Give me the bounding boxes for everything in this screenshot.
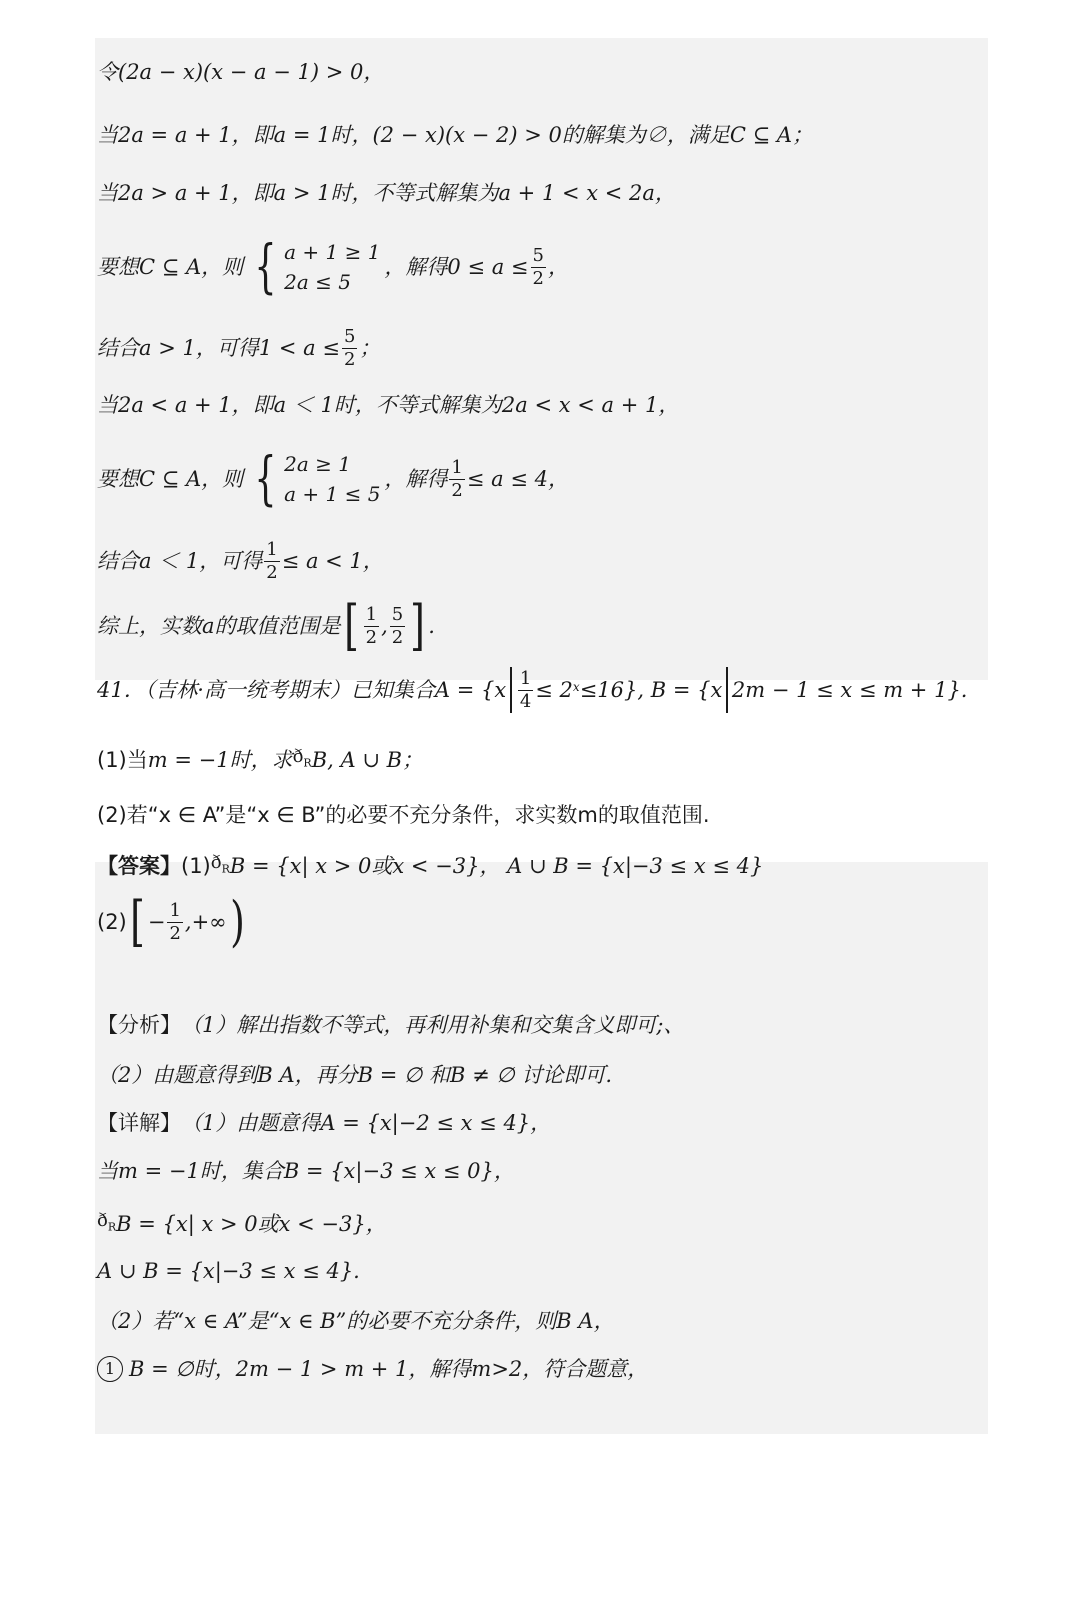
complement-symbol: $ð_R$ xyxy=(292,746,312,770)
text: . xyxy=(428,614,435,638)
line-case-equal xyxy=(97,120,813,150)
system-row: 2a ≤ 5 xyxy=(284,270,351,294)
complement-symbol: $ð_R$ xyxy=(97,1210,117,1234)
text: 结合a ＜ 1，可得 xyxy=(97,549,263,573)
text: （2）由题意得到B A，再分B = ∅ 和B ≠ ∅ 讨论即可. xyxy=(97,1063,613,1087)
question-41-stem xyxy=(97,662,967,718)
detail-line-4 xyxy=(97,1256,360,1286)
text: ≤16}, B = {x xyxy=(579,678,723,702)
text: 当2a < a + 1，即a ＜ 1时，不等式解集为2a < x < a + 1， xyxy=(97,393,680,417)
text: （1）由题意得A = {x|−2 ≤ x ≤ 4}， xyxy=(181,1111,552,1135)
analysis-label: 【分析】 xyxy=(97,1013,181,1037)
answer-label: 【答案】 xyxy=(97,854,181,879)
text: ， xyxy=(547,255,569,279)
system-row: a + 1 ≤ 5 xyxy=(284,482,381,506)
line-case-less xyxy=(97,390,679,420)
fraction: $\frac{5}{2}$ xyxy=(391,603,404,648)
system-row: 2a ≥ 1 xyxy=(284,452,351,476)
text: 要想C ⊆ A，则 xyxy=(97,255,244,279)
line-system-2 xyxy=(97,444,569,512)
question-41-part1 xyxy=(97,742,423,779)
detail-line-3 xyxy=(97,1206,387,1243)
fraction: $\frac{1}{2}$ xyxy=(365,603,378,648)
text: B = ∅时，2m − 1 > m + 1，解得m>2，符合题意， xyxy=(129,1357,649,1381)
text: ； xyxy=(359,336,381,360)
text: （1）解出指数不等式，再利用补集和交集含义即可;、 xyxy=(181,1013,685,1037)
fraction: $\frac{1}{2}$ xyxy=(451,456,463,501)
detail-line-1 xyxy=(97,1108,551,1138)
text: ，解得0 ≤ a ≤ xyxy=(384,255,529,279)
text: A ∪ B = {x|−3 ≤ x ≤ 4}. xyxy=(97,1259,360,1283)
text: (1) xyxy=(181,854,211,879)
text: B = {x| x > 0或x < −3}， xyxy=(116,1212,387,1237)
text: (2 − x)(x − 2) > 0 xyxy=(372,123,562,147)
text: B, A ∪ B； xyxy=(311,748,424,773)
inequality-system: { a + 1 ≥ 1 2a ≤ 5 xyxy=(254,232,381,300)
fraction: $\frac{5}{2}$ xyxy=(532,244,544,289)
text: 当2a = a + 1，即a = 1时， xyxy=(97,123,373,147)
line-case-greater xyxy=(97,178,676,208)
detail-line-2 xyxy=(97,1156,515,1186)
analysis-line-1 xyxy=(97,1010,684,1040)
text: 综上，实数a的取值范围是 xyxy=(97,614,341,638)
text: ,+∞ xyxy=(184,910,227,934)
text: 当m = −1时，集合B = {x|−3 ≤ x ≤ 0}， xyxy=(97,1159,515,1183)
circled-number: 1 xyxy=(97,1356,123,1382)
text: 41．（吉林·高一统考期末）已知集合A = {x xyxy=(97,678,507,702)
text: 2m − 1 ≤ x ≤ m + 1}. xyxy=(731,678,968,702)
line-combine-1 xyxy=(97,323,380,373)
text: x xyxy=(572,680,580,694)
fraction: $\frac{1}{2}$ xyxy=(266,538,278,583)
line-system-1 xyxy=(97,232,569,300)
fraction: $\frac{1}{4}$ xyxy=(519,667,532,712)
fraction: $\frac{5}{2}$ xyxy=(343,325,356,370)
text: ≤ 2 xyxy=(535,678,573,702)
line-conclusion: 综上，实数a的取值范围是 [ $\frac{1}{2}$ , $\frac{5}{2}$ ] . xyxy=(97,594,435,657)
text: 令(2a − x)(x − a − 1) > 0， xyxy=(97,60,385,84)
answer-line-1 xyxy=(97,848,763,885)
detail-label: 【详解】 xyxy=(97,1111,181,1135)
answer-line-2: (2) [ − $\frac{1}{2}$ ,+∞ ) xyxy=(97,890,245,953)
text: B = {x| x > 0或x < −3}， A ∪ B = {x|−3 ≤ x ≤ 4} xyxy=(229,854,764,879)
inequality-system: { 2a ≥ 1 a + 1 ≤ 5 xyxy=(254,444,381,512)
text: 结合a > 1，可得1 < a ≤ xyxy=(97,336,340,360)
question-41-part2 xyxy=(97,800,710,830)
fraction: $\frac{1}{2}$ xyxy=(169,899,181,944)
text: 当2a > a + 1，即a > 1时，不等式解集为a + 1 < x < 2a， xyxy=(97,181,676,205)
line-inequality xyxy=(97,57,384,87)
line-combine-2 xyxy=(97,536,384,586)
complement-symbol: $ð_R$ xyxy=(210,852,230,876)
text: （2）若“x ∈ A”是“x ∈ B”的必要不充分条件，则B A， xyxy=(97,1309,615,1333)
detail-line-6 xyxy=(97,1354,648,1384)
system-row: a + 1 ≥ 1 xyxy=(284,240,381,264)
text: − xyxy=(147,910,166,934)
text: ，解得 xyxy=(384,467,448,491)
text: m = −1时，求 xyxy=(147,748,293,773)
text: 的解集为∅，满足C ⊆ A； xyxy=(561,123,814,147)
detail-line-5 xyxy=(97,1306,615,1336)
text: ≤ a < 1， xyxy=(281,549,384,573)
text: (2)若“x ∈ A”是“x ∈ B”的必要不充分条件，求实数m的取值范围. xyxy=(97,803,710,827)
text: (1)当 xyxy=(97,748,148,773)
text: ≤ a ≤ 4， xyxy=(466,467,569,491)
text: , xyxy=(381,614,388,638)
text: (2) xyxy=(97,910,127,934)
text: 要想C ⊆ A，则 xyxy=(97,467,244,491)
analysis-line-2 xyxy=(97,1060,612,1090)
